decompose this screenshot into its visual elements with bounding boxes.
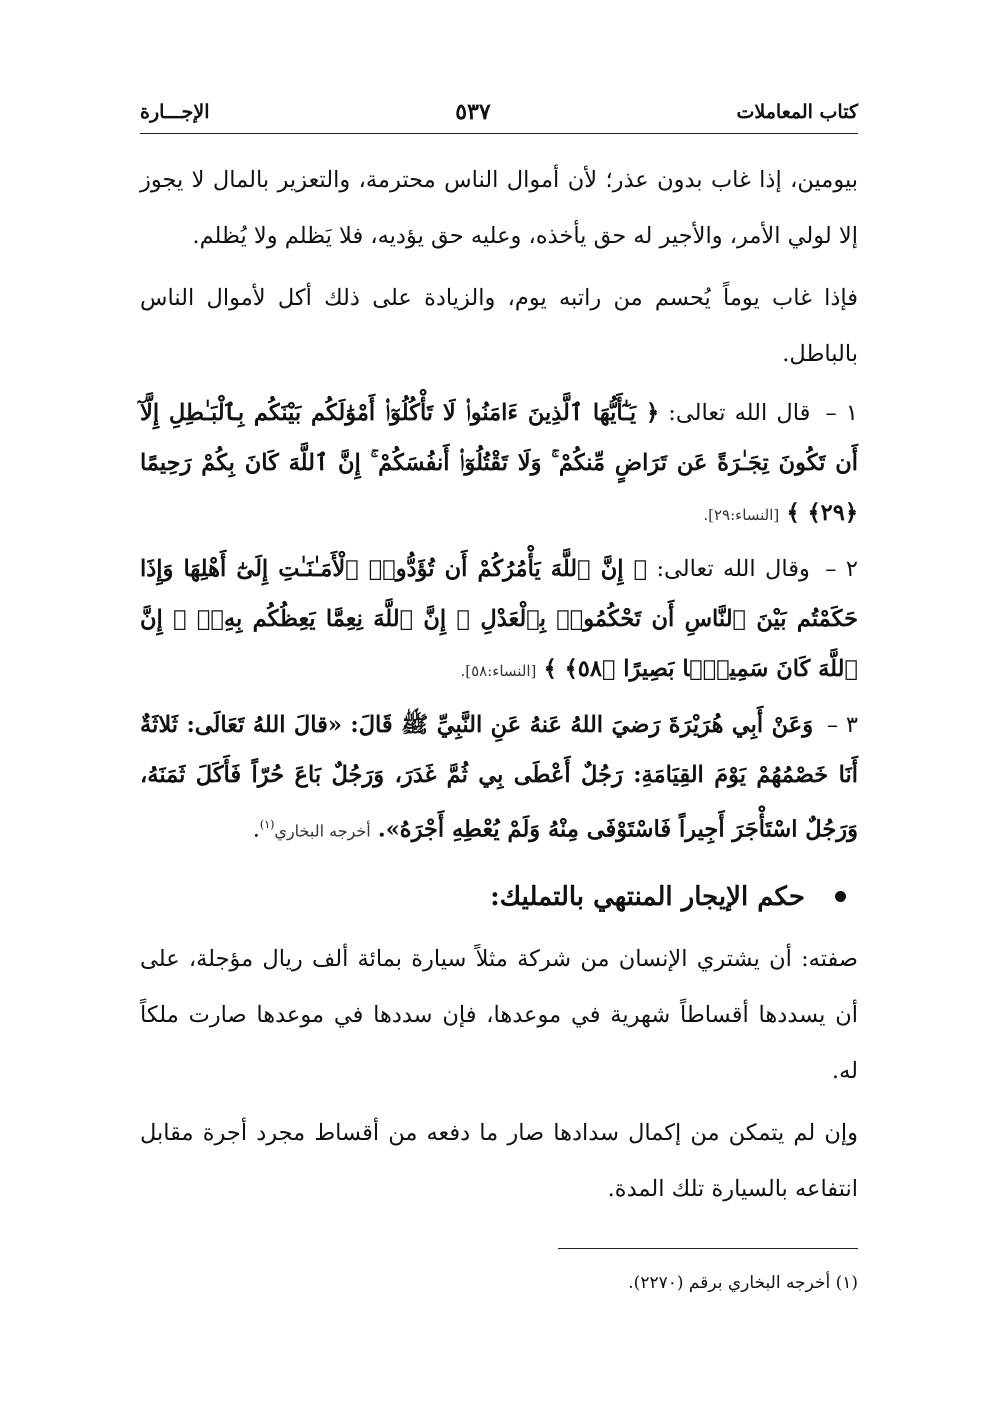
evidence-item-3 — [140, 700, 858, 857]
evidence-intro: وقال الله تعالى: — [656, 556, 810, 582]
verse-reference: [النساء:٢٩]. — [703, 506, 780, 524]
evidence-item-1 — [140, 388, 858, 540]
main-text — [140, 152, 858, 1217]
evidence-number: ٢ – — [825, 556, 858, 582]
section-paragraph-2: وإن لم يتمكن من إكمال سدادها صار ما دفعه من أقساط مجرد أجرة مقابل انتفاعه بالسيارة تلك المدة. — [140, 1119, 858, 1202]
quran-verse: ﴿ يَـٰٓأَيُّهَا ٱلَّذِينَ ءَامَنُوا۟ لَا تَأْكُلُوٓا۟ أَمْوَٰلَكُم بَيْنَكُم بِٱلْبَـٰطِلِ إِلَّآ أَن تَكُونَ تِجَـٰرَةً عَن تَرَاضٍ مِّنكُمْ ۚ وَلَا تَقْتُلُوٓا۟ أَنفُسَكُمْ ۚ إِنَّ ٱللَّهَ كَانَ بِكُمْ رَحِيمًا ﴿٢٩﴾ ﴾ — [140, 400, 858, 526]
evidence-number: ٣ – — [826, 712, 859, 738]
chapter-title: الإجـــارة — [140, 101, 210, 123]
verse-reference: [النساء:٥٨]. — [460, 662, 537, 680]
hadith-text: وَعَنْ أَبِي هُرَيْرَةَ رَضيَ اللهُ عَنهُ عَنِ النَّبِيِّ ﷺ قَالَ: «قالَ اللهُ تَعَالَى: ثَلاثَةٌ أَنَا خَصْمُهُمْ يَوْمَ القِيَامَةِ: رَجُلٌ أَعْطَى بِي ثُمَّ غَدَرَ، وَرَجُلٌ بَاعَ حُرّاً فَأَكَلَ ثَمَنَهُ، وَرَجُلٌ اسْتَأْجَرَ أَجِيراً فَاسْتَوْفَى مِنْهُ وَلَمْ يُعْطِهِ أَجْرَهُ». — [140, 712, 858, 843]
section-paragraph-1: صفته: أن يشتري الإنسان من شركة مثلاً سيارة بمائة ألف ريال مؤجلة، على أن يسددها أقساطاً شهرية في موعدها، فإن سددها في موعدها صارت ملكاً له. — [140, 945, 858, 1084]
footnote-marker[interactable]: (١) — [259, 818, 275, 831]
hadith-source: أخرجه البخاري — [274, 821, 371, 841]
evidence-intro: قال الله تعالى: — [668, 400, 811, 426]
section-heading-text: حكم الإيجار المنتهي بالتمليك: — [490, 881, 805, 912]
header-rule — [140, 133, 858, 134]
running-header — [140, 95, 858, 129]
quran-verse: ﴿ إِنَّ ٱللَّهَ يَأْمُرُكُمْ أَن تُؤَدُّوا۟ ٱلْأَمَـٰنَـٰتِ إِلَىٰٓ أَهْلِهَا وَإِذَا حَكَمْتُم بَيْنَ ٱلنَّاسِ أَن تَحْكُمُوا۟ بِٱلْعَدْلِ ۚ إِنَّ ٱللَّهَ نِعِمَّا يَعِظُكُم بِهِۦٓ ۗ إِنَّ ٱللَّهَ كَانَ سَمِيعًۢا بَصِيرًا ﴿٥٨﴾ ﴾ — [140, 556, 859, 682]
book-page — [140, 95, 858, 1223]
footnote: (١) أخرجه البخاري برقم (٢٢٧٠). — [628, 1273, 858, 1293]
book-title: كتاب المعاملات — [736, 101, 858, 123]
footnote-rule — [558, 1248, 858, 1249]
item-end-mark: . — [252, 816, 260, 843]
evidence-item-2 — [140, 544, 858, 696]
paragraph-2: فإذا غاب يوماً يُحسم من راتبه يوم، والزيادة على ذلك أكل لأموال الناس بالباطل. — [140, 285, 858, 367]
section-heading — [140, 871, 858, 923]
evidence-number: ١ – — [825, 400, 858, 426]
bullet-icon — [835, 891, 846, 902]
page-number: ٥٣٧ — [455, 99, 491, 125]
paragraph-1: بيومين، إذا غاب بدون عذر؛ لأن أموال الناس محترمة، والتعزير بالمال لا يجوز إلا لولي الأمر، والأجير له حق يأخذه، وعليه حق يؤديه، فلا يَظلم ولا يُظلم. — [140, 167, 858, 249]
